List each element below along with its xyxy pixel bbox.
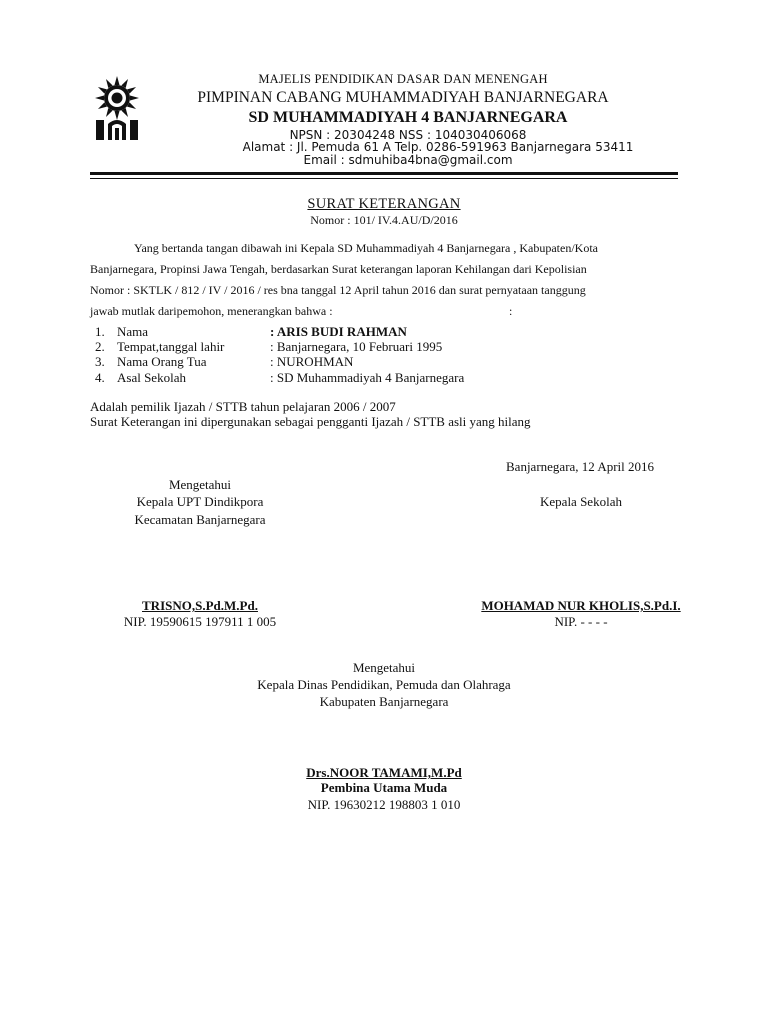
right-signer-role: Kepala Sekolah — [540, 494, 622, 509]
left-signer-nip: NIP. 19590615 197911 1 005 — [123, 614, 277, 629]
header-branch: PIMPINAN CABANG MUHAMMADIYAH BANJARNEGARA — [197, 89, 609, 106]
left-signer-name — [80, 598, 320, 614]
header-divider-thin — [90, 178, 678, 179]
list-item-number: 2. — [95, 339, 105, 354]
bottom-acknowledged: Mengetahui — [352, 660, 416, 675]
letter-number: Nomor : 101/ IV.4.AU/D/2016 — [310, 213, 458, 227]
list-item-value: : SD Muhammadiyah 4 Banjarnegara — [270, 370, 465, 385]
paragraph-line-1: Yang bertanda tangan dibawah ini Kepala SD Muhammadiyah 4 Banjarnegara , Kabupaten/Kota — [134, 241, 598, 255]
purpose-statement: Surat Keterangan ini dipergunakan sebagai pengganti Ijazah / STTB asli yang hilang — [90, 414, 531, 429]
trailing-colon: : — [509, 304, 513, 318]
header-school-name: SD MUHAMMADIYAH 4 BANJARNEGARA — [248, 109, 568, 126]
list-item-value: : Banjarnegara, 10 Februari 1995 — [270, 339, 443, 354]
list-item-label: Tempat,tanggal lahir — [117, 339, 225, 354]
ownership-statement: Adalah pemilik Ijazah / STTB tahun pelajaran 2006 / 2007 — [90, 399, 396, 414]
header-divider-thick — [90, 172, 678, 175]
list-item-number: 4. — [95, 370, 105, 385]
list-item-label: Asal Sekolah — [117, 370, 186, 385]
list-item-number: 1. — [95, 324, 105, 339]
list-item-label: Nama — [117, 324, 149, 339]
left-signer-role: Kepala UPT Dindikpora — [136, 494, 264, 509]
right-signer-nip: NIP. - - - - — [554, 614, 608, 629]
list-item-label: Nama Orang Tua — [117, 354, 207, 369]
left-signer-name-text: TRISNO,S.Pd.M.Pd. — [142, 598, 258, 613]
title-text: SURAT KETERANGAN — [307, 196, 461, 212]
page-title — [90, 196, 678, 213]
bottom-signer-area: Kabupaten Banjarnegara — [319, 694, 449, 709]
bottom-signer-name-text: Drs.NOOR TAMAMI,M.Pd — [306, 765, 462, 780]
bottom-signer-rank: Pembina Utama Muda — [320, 780, 448, 795]
place-date: Banjarnegara, 12 April 2016 — [506, 459, 655, 474]
list-item-number: 3. — [95, 354, 105, 369]
paragraph-line-2: Banjarnegara, Propinsi Jawa Tengah, berdasarkan Surat keterangan laporan Kehilangan dari Kepolisian — [90, 262, 587, 276]
header-address: Alamat : Jl. Pemuda 61 A Telp. 0286-591963 Banjarnegara 53411 — [242, 140, 634, 154]
header-npsn: NPSN : 20304248 NSS : 104030406068 — [289, 128, 527, 142]
left-acknowledged: Mengetahui — [168, 477, 232, 492]
right-signer-name — [450, 598, 712, 614]
bottom-signer-role: Kepala Dinas Pendidikan, Pemuda dan Olahraga — [257, 677, 511, 692]
list-item-value: : ARIS BUDI RAHMAN — [270, 324, 407, 339]
header-email: Email : sdmuhiba4bna@gmail.com — [303, 153, 513, 167]
paragraph-line-3: Nomor : SKTLK / 812 / IV / 2016 / res bna tanggal 12 April tahun 2016 dan surat pernyataan tanggung — [90, 283, 586, 297]
bottom-signer-name — [90, 765, 678, 781]
right-signer-name-text: MOHAMAD NUR KHOLIS,S.Pd.I. — [481, 598, 681, 613]
paragraph-line-4: jawab mutlak daripemohon, menerangkan bahwa : — [90, 304, 333, 318]
list-item-value: : NUROHMAN — [270, 354, 354, 369]
header-council: MAJELIS PENDIDIKAN DASAR DAN MENENGAH — [258, 72, 548, 86]
muhammadiyah-logo-icon — [92, 76, 142, 142]
left-signer-area: Kecamatan Banjarnegara — [134, 512, 266, 527]
bottom-signer-nip: NIP. 19630212 198803 1 010 — [307, 797, 461, 812]
